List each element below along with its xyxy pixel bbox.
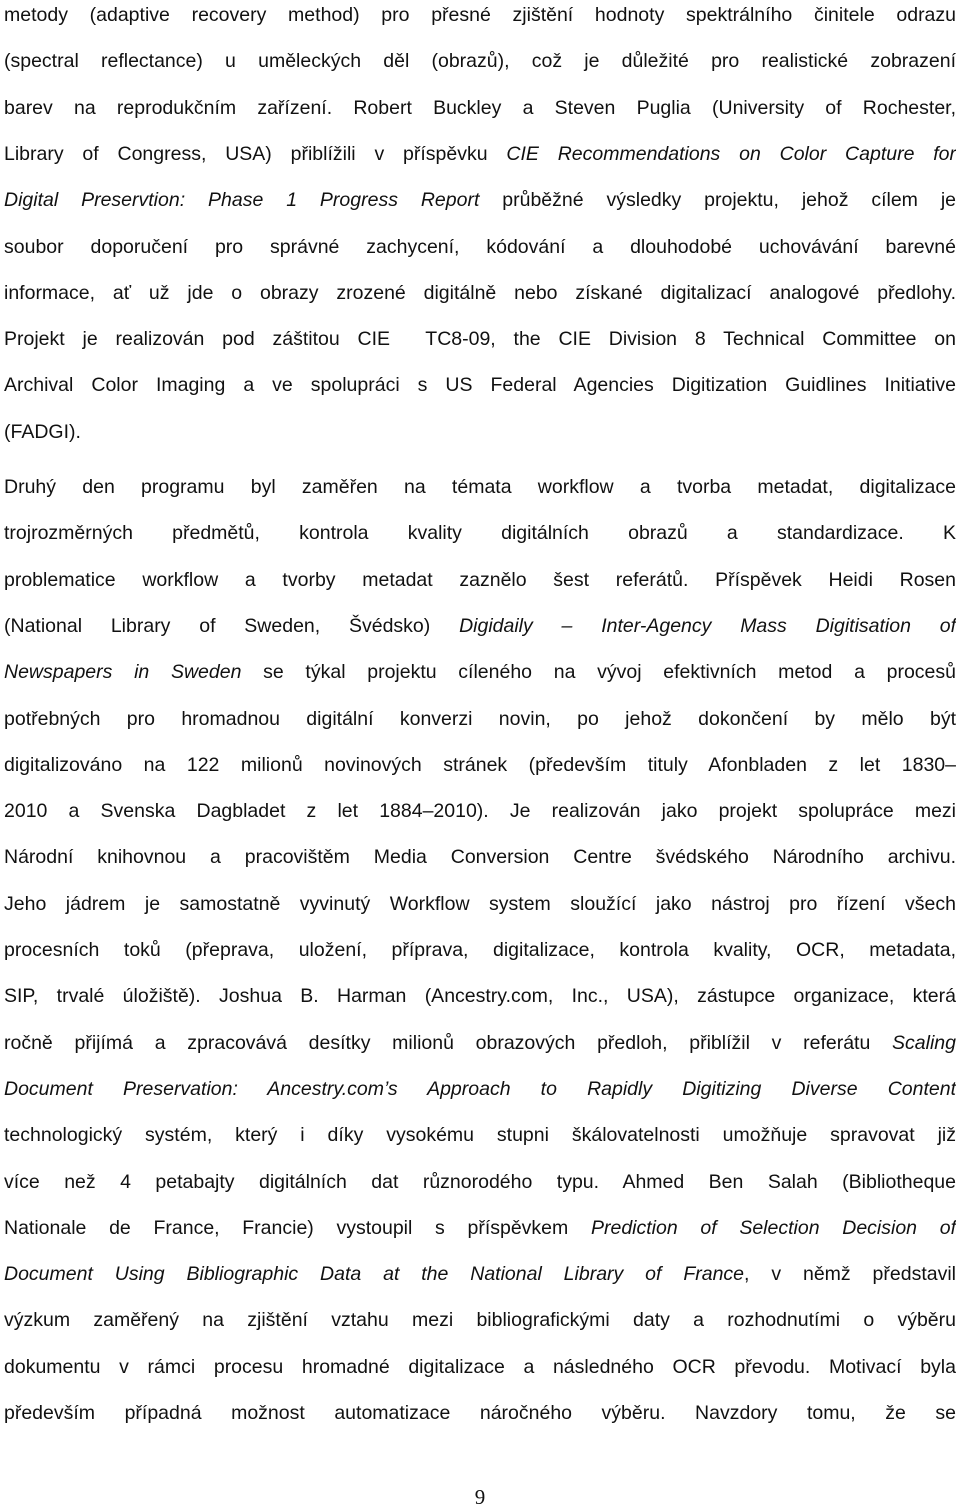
text-segment: více než 4 petabajty digitálních dat různorodého typu. Ahmed Ben Salah (Bibliotheque — [4, 1170, 956, 1193]
text-line — [4, 1213, 956, 1243]
text-line — [4, 657, 956, 687]
text-line — [4, 1352, 956, 1382]
text-segment: dokumentu v rámci procesu hromadné digitalizace a následného OCR převodu. Motivací byla — [4, 1355, 956, 1378]
text-line — [4, 1167, 956, 1197]
text-line — [4, 611, 956, 641]
text-segment: technologický systém, který i díky vysokému stupni škálovatelnosti umožňuje spravovat již — [4, 1124, 956, 1147]
text-segment: (spectral reflectance) u uměleckých děl (obrazů), což je důležité pro realistické zobrazení — [4, 50, 956, 73]
text-line — [4, 232, 956, 262]
text-line — [4, 1120, 956, 1150]
text-segment: Archival Color Imaging a ve spolupráci s US Federal Agencies Digitization Guidlines Initiative — [4, 374, 956, 397]
text-line — [4, 1028, 956, 1058]
text-line — [4, 93, 956, 123]
italic-title-text: Prediction of Selection Decision of — [590, 1216, 956, 1239]
italic-title-text: CIE Recommendations on Color Capture for — [506, 142, 956, 165]
text-line — [4, 565, 956, 595]
text-segment: Národní knihovnou a pracovištěm Media Conversion Centre švédského Národního archivu. — [4, 846, 956, 869]
text-segment: (FADGI). — [4, 420, 81, 443]
text-line — [4, 889, 956, 919]
text-line — [4, 417, 956, 447]
italic-title-text: Document Using Bibliographic Data at the National Library of France — [4, 1263, 745, 1286]
text-segment: Library of Congress, USA) přiblížili v příspěvku — [4, 142, 507, 165]
text-line — [4, 1074, 956, 1104]
text-line — [4, 1398, 956, 1428]
page-number: 9 — [474, 1485, 486, 1509]
text-line — [4, 324, 956, 354]
text-line — [4, 472, 956, 502]
text-segment: se týkal projektu cíleného na vývoj efektivních metod a procesů — [241, 661, 956, 684]
text-line — [4, 1259, 956, 1289]
text-segment: Nationale de France, Francie) vystoupil s příspěvkem — [4, 1216, 591, 1239]
italic-title-text: Digidaily – Inter-Agency Mass Digitisation of — [459, 614, 956, 637]
text-line — [4, 842, 956, 872]
text-segment: metody (adaptive recovery method) pro přesné zjištění hodnoty spektrálního činitele odrazu — [4, 4, 956, 26]
italic-title-text: Document Preservation: Ancestry.com’s Approach to Rapidly Digitizing Diverse Content — [4, 1077, 956, 1100]
text-segment: problematice workflow a tvorby metadat zaznělo šest referátů. Příspěvek Heidi Rosen — [4, 568, 956, 591]
text-segment: potřebných pro hromadnou digitální konverzi novin, po jehož dokončení by mělo být — [4, 707, 956, 730]
text-line — [4, 981, 956, 1011]
text-line — [4, 796, 956, 826]
text-line — [4, 370, 956, 400]
text-segment: ročně přijímá a zpracovává desítky milionů obrazových předloh, přiblížil v referátu — [4, 1031, 893, 1054]
text-line — [4, 750, 956, 780]
text-segment: Jeho jádrem je samostatně vyvinutý Workflow system sloužící jako nástroj pro řízení všech — [4, 892, 956, 915]
text-line — [4, 935, 956, 965]
text-line — [4, 139, 956, 169]
text-line — [4, 1305, 956, 1335]
text-segment: digitalizováno na 122 milionů novinových stránek (především tituly Afonbladen z let 1830– — [4, 753, 956, 776]
text-segment: soubor doporučení pro správné zachycení, kódování a dlouhodobé uchovávání barevné — [4, 235, 956, 258]
text-segment: , v němž představil — [744, 1263, 956, 1286]
text-segment: informace, ať už jde o obrazy zrozené digitálně nebo získané digitalizací analogové předlohy. — [4, 281, 956, 304]
text-line — [4, 704, 956, 734]
italic-title-text: Newspapers in Sweden — [4, 661, 242, 684]
text-line — [4, 0, 956, 30]
text-line — [4, 518, 956, 548]
text-segment: (National Library of Sweden, Švédsko) — [4, 614, 460, 637]
text-line — [4, 185, 956, 215]
text-segment: procesních toků (přeprava, uložení, příprava, digitalizace, kontrola kvality, OCR, metadata, — [4, 939, 956, 961]
text-line — [4, 278, 956, 308]
text-segment: především případná možnost automatizace náročného výběru. Navzdory tomu, že se — [4, 1402, 956, 1424]
text-segment: Projekt je realizován pod záštitou CIE TC8-09, the CIE Division 8 Technical Committee on — [4, 328, 956, 351]
text-line — [4, 46, 956, 76]
text-segment: trojrozměrných předmětů, kontrola kvality digitálních obrazů a standardizace. K — [4, 522, 956, 545]
text-segment: Druhý den programu byl zaměřen na témata workflow a tvorba metadat, digitalizace — [4, 476, 956, 498]
italic-title-text: Scaling — [892, 1031, 956, 1054]
text-segment: SIP, trvalé úložiště). Joshua B. Harman (Ancestry.com, Inc., USA), zástupce organizace, která — [4, 985, 956, 1008]
text-segment: barev na reprodukčním zařízení. Robert Buckley a Steven Puglia (University of Rochester, — [4, 96, 956, 119]
text-segment: průběžné výsledky projektu, jehož cílem je — [479, 189, 956, 212]
text-segment: 2010 a Svenska Dagbladet z let 1884–2010). Je realizován jako projekt spolupráce mezi — [4, 800, 956, 823]
italic-title-text: Digital Preservtion: Phase 1 Progress Report — [4, 189, 480, 212]
text-segment: výzkum zaměřený na zjištění vztahu mezi bibliografickými daty a rozhodnutími o výběru — [4, 1309, 956, 1332]
